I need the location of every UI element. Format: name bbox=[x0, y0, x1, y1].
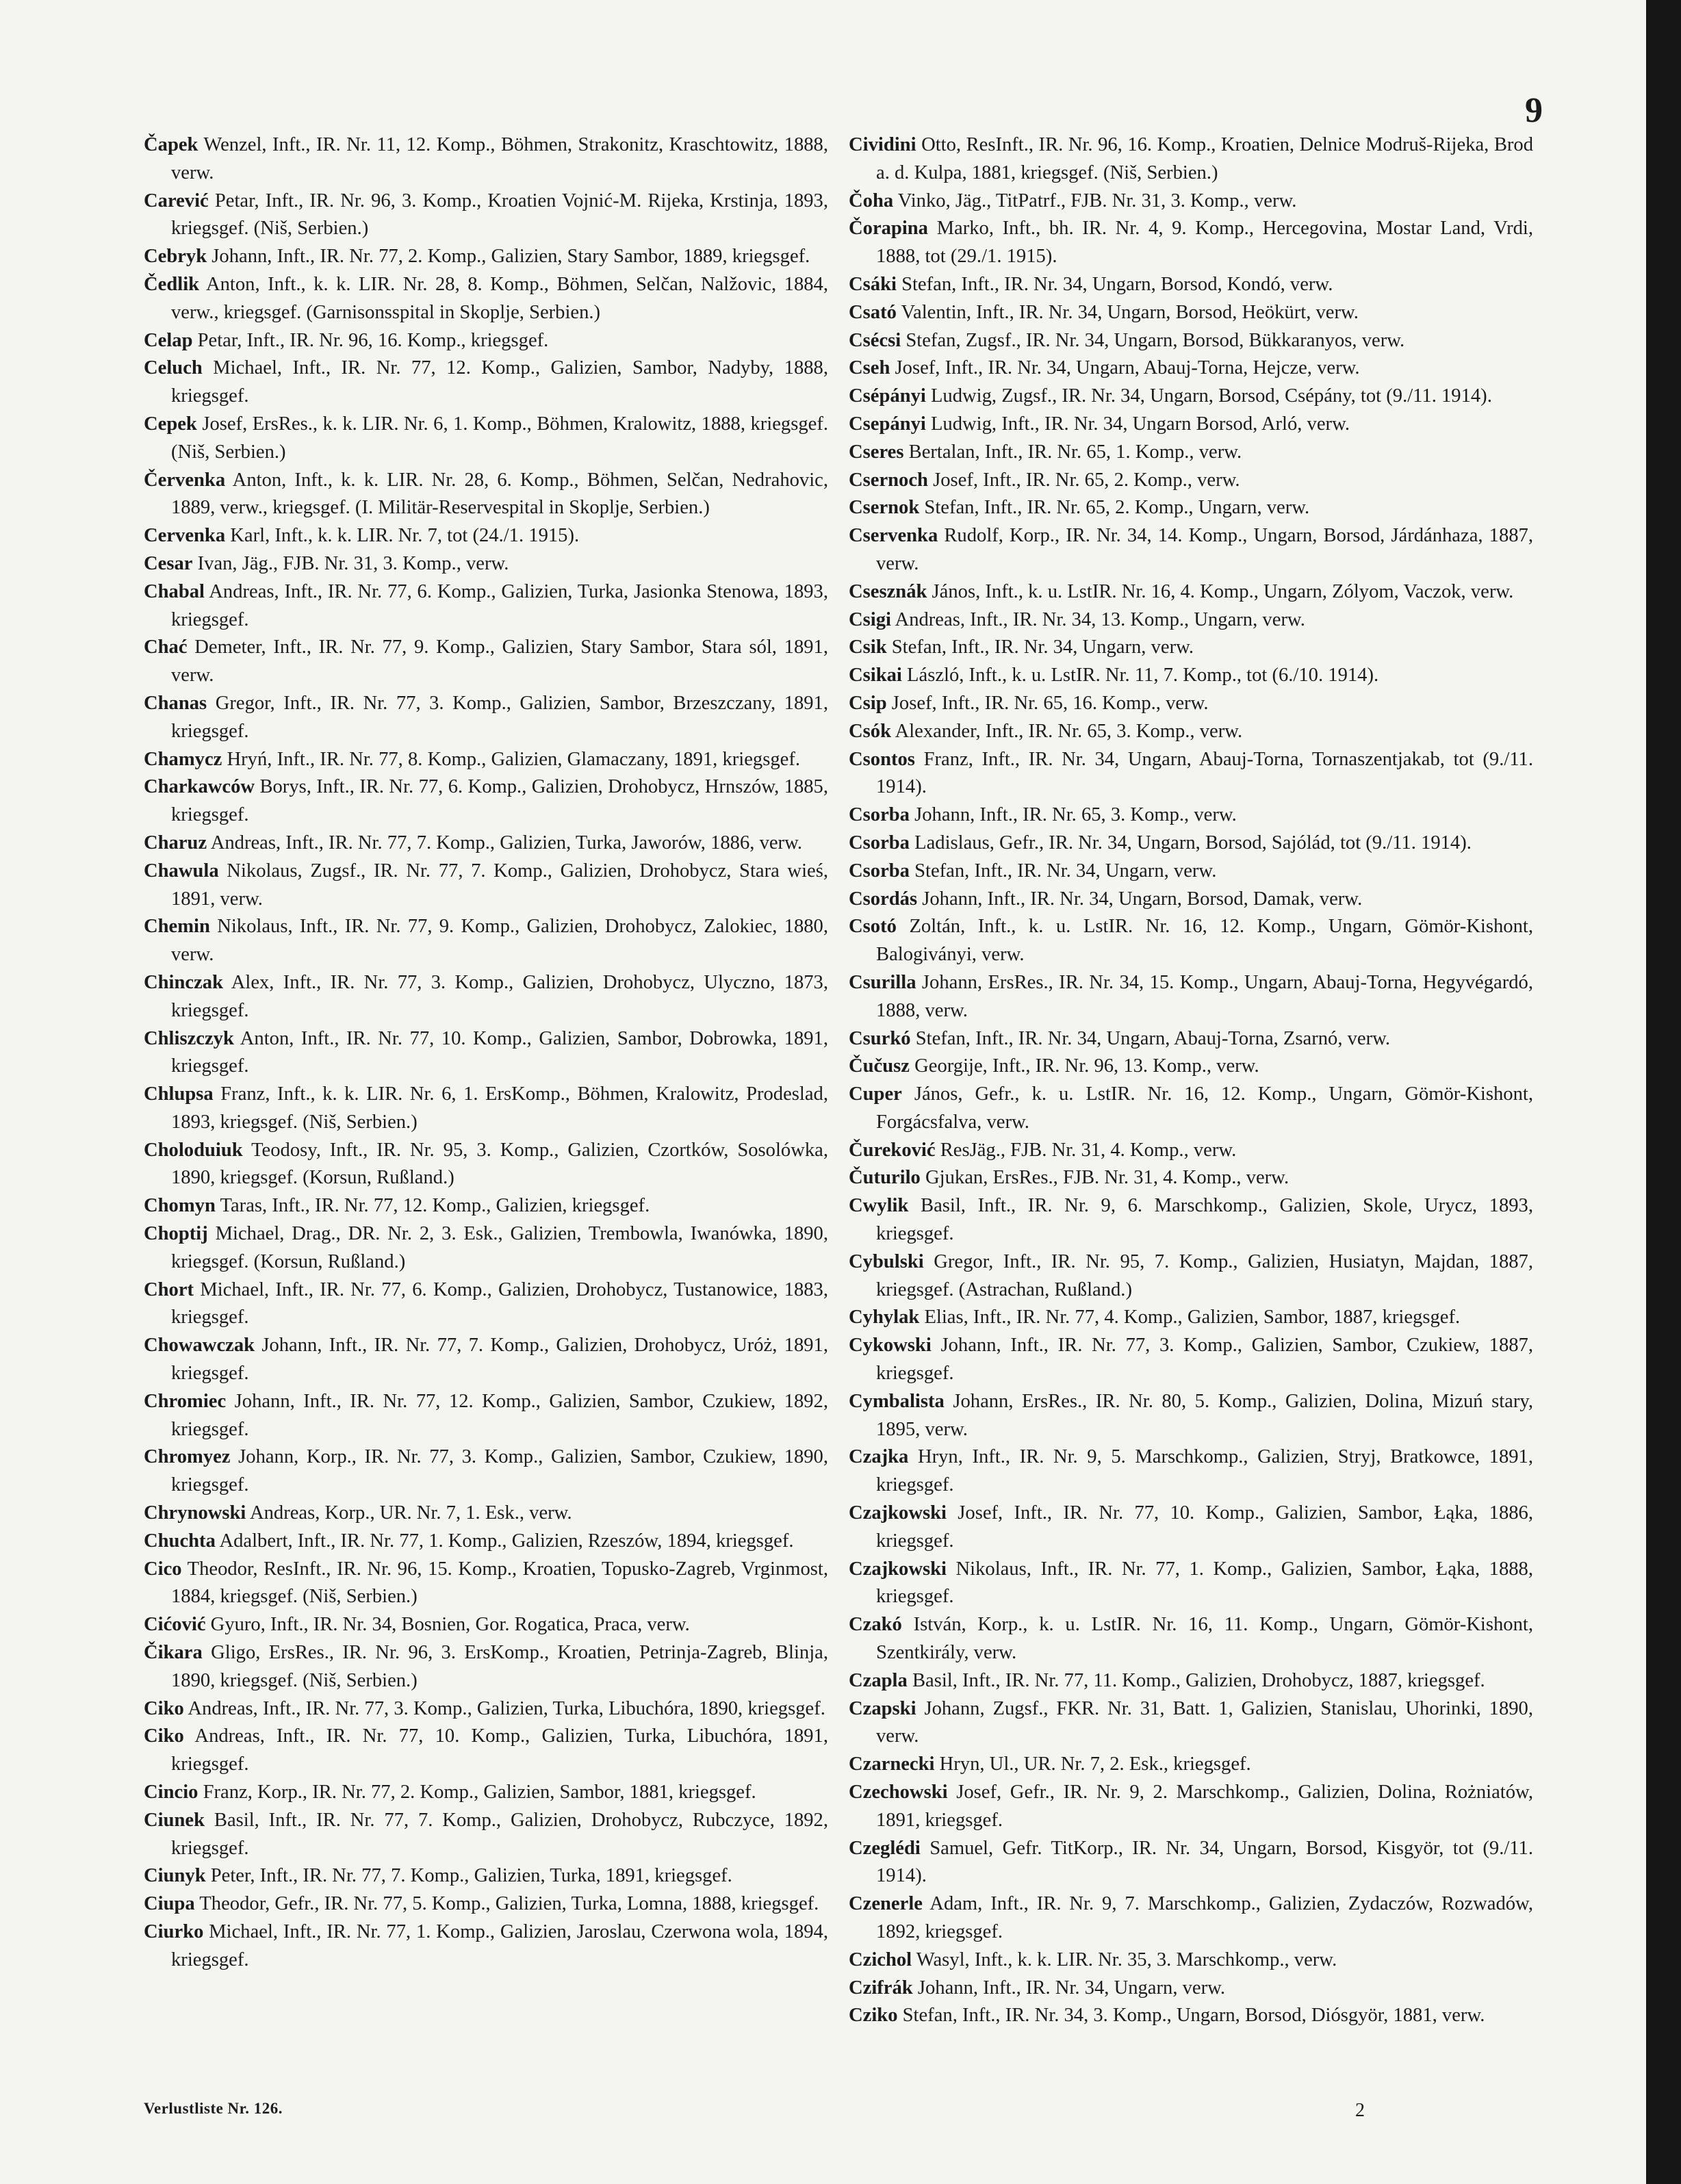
list-entry bbox=[849, 439, 1533, 467]
list-entry bbox=[144, 1220, 828, 1276]
entry-details: Stefan, Inft., IR. Nr. 34, Ungarn, verw. bbox=[891, 637, 1194, 658]
list-entry bbox=[144, 131, 828, 188]
entry-surname: Csernoch bbox=[849, 469, 928, 491]
list-entry bbox=[849, 1025, 1533, 1053]
list-entry bbox=[849, 1137, 1533, 1165]
entry-surname: Czapla bbox=[849, 1669, 908, 1691]
entry-details: Josef, Inft., IR. Nr. 65, 16. Komp., verw. bbox=[891, 692, 1209, 714]
list-entry bbox=[849, 690, 1533, 718]
list-entry bbox=[144, 188, 828, 244]
entry-surname: Csigi bbox=[849, 608, 891, 630]
entry-surname: Cservenka bbox=[849, 525, 938, 547]
entry-surname: Ciupa bbox=[144, 1893, 195, 1915]
entry-details: Ivan, Jäg., FJB. Nr. 31, 3. Komp., verw. bbox=[197, 552, 509, 574]
entry-details: Johann, Inft., IR. Nr. 77, 3. Komp., Galizien, Sambor, Czukiew, 1887, kriegsgef. bbox=[876, 1335, 1533, 1385]
list-entry bbox=[849, 578, 1533, 606]
list-entry bbox=[849, 355, 1533, 383]
entry-details: Anton, Inft., k. k. LIR. Nr. 28, 6. Komp., Böhmen, Selčan, Nedrahovic, 1889, verw., kriegsgef. (I. Militär-Reservespital in Skoplje, Serbien.) bbox=[171, 469, 828, 519]
entry-details: Michael, Drag., DR. Nr. 2, 3. Esk., Galizien, Trembowla, Iwanówka, 1890, kriegsgef. (Korsun, Rußland.) bbox=[171, 1223, 828, 1272]
entry-surname: Cebryk bbox=[144, 246, 207, 268]
entry-surname: Csik bbox=[849, 637, 887, 658]
entry-details: Franz, Korp., IR. Nr. 77, 2. Komp., Galizien, Sambor, 1881, kriegsgef. bbox=[203, 1782, 756, 1803]
entry-details: Johann, ErsRes., IR. Nr. 80, 5. Komp., Galizien, Dolina, Mizuń stary, 1895, verw. bbox=[876, 1390, 1533, 1440]
entry-surname: Cseh bbox=[849, 357, 890, 379]
list-entry bbox=[849, 1975, 1533, 2003]
entry-details: Stefan, Inft., IR. Nr. 65, 2. Komp., Ungarn, verw. bbox=[924, 497, 1310, 519]
entry-surname: Csepányi bbox=[849, 413, 926, 435]
entry-details: Andreas, Inft., IR. Nr. 34, 13. Komp., Ungarn, verw. bbox=[895, 608, 1305, 630]
entry-details: Petar, Inft., IR. Nr. 96, 3. Komp., Kroatien Vojnić-M. Rijeka, Krstinja, 1893, kriegsgef. (Niš, Serbien.) bbox=[171, 190, 828, 240]
entry-surname: Chomyn bbox=[144, 1195, 216, 1217]
entry-surname: Chlupsa bbox=[144, 1083, 214, 1105]
entry-surname: Czifrák bbox=[849, 1977, 913, 1999]
list-entry bbox=[144, 1528, 828, 1556]
list-entry bbox=[144, 1695, 828, 1723]
entry-surname: Čoha bbox=[849, 190, 894, 211]
list-entry bbox=[849, 522, 1533, 578]
entry-details: Bertalan, Inft., IR. Nr. 65, 1. Komp., verw. bbox=[908, 441, 1242, 463]
list-entry bbox=[849, 1947, 1533, 1975]
list-entry bbox=[144, 1332, 828, 1388]
entry-surname: Cepek bbox=[144, 413, 197, 435]
entry-surname: Czenerle bbox=[849, 1893, 923, 1915]
list-entry bbox=[849, 1248, 1533, 1305]
entry-surname: Charuz bbox=[144, 832, 207, 853]
list-entry bbox=[849, 969, 1533, 1025]
entry-details: Andreas, Inft., IR. Nr. 77, 7. Komp., Galizien, Turka, Jaworów, 1886, verw. bbox=[210, 832, 803, 853]
entry-surname: Czechowski bbox=[849, 1782, 948, 1803]
list-entry bbox=[849, 1192, 1533, 1248]
list-entry bbox=[849, 188, 1533, 216]
entry-surname: Csorba bbox=[849, 860, 910, 882]
entry-surname: Ciko bbox=[144, 1725, 184, 1747]
list-entry bbox=[849, 1304, 1533, 1332]
list-entry bbox=[849, 494, 1533, 522]
entry-surname: Ciurko bbox=[144, 1921, 204, 1942]
list-entry bbox=[849, 1443, 1533, 1500]
entry-surname: Cuper bbox=[849, 1083, 902, 1105]
entry-surname: Csorba bbox=[849, 804, 910, 826]
entry-surname: Celap bbox=[144, 329, 193, 351]
entry-surname: Csesznák bbox=[849, 580, 927, 602]
entry-details: Alexander, Inft., IR. Nr. 65, 3. Komp., verw. bbox=[895, 720, 1243, 742]
list-entry bbox=[144, 1862, 828, 1890]
entry-surname: Cividini bbox=[849, 134, 916, 155]
entry-details: Franz, Inft., k. k. LIR. Nr. 6, 1. ErsKomp., Böhmen, Kralowitz, Prodeslad, 1893, kriegsgef. (Niš, Serbien.) bbox=[171, 1083, 828, 1133]
entry-details: Johann, Inft., IR. Nr. 77, 7. Komp., Galizien, Drohobycz, Uróż, 1891, kriegsgef. bbox=[171, 1335, 828, 1385]
list-entry bbox=[144, 271, 828, 327]
entry-details: Vinko, Jäg., TitPatrf., FJB. Nr. 31, 3. Komp., verw. bbox=[897, 190, 1297, 211]
entry-surname: Cwylik bbox=[849, 1195, 909, 1217]
list-entry bbox=[144, 690, 828, 746]
entry-details: Hryń, Inft., IR. Nr. 77, 8. Komp., Galizien, Glamaczany, 1891, kriegsgef. bbox=[227, 748, 800, 770]
entry-surname: Czapski bbox=[849, 1697, 916, 1719]
entry-surname: Cico bbox=[144, 1558, 182, 1580]
entry-details: Anton, Inft., k. k. LIR. Nr. 28, 8. Komp., Böhmen, Selčan, Nalžovic, 1884, verw., kriegsgef. (Garnisonsspital in Skoplje, Serbien.) bbox=[171, 273, 828, 323]
list-entry bbox=[144, 243, 828, 271]
list-entry bbox=[144, 1807, 828, 1863]
entry-surname: Czakó bbox=[849, 1614, 902, 1636]
list-entry bbox=[849, 1556, 1533, 1612]
entry-surname: Čučusz bbox=[849, 1055, 910, 1077]
list-entry bbox=[849, 1667, 1533, 1695]
entry-surname: Chromyez bbox=[144, 1446, 231, 1468]
left-column bbox=[144, 131, 828, 1975]
list-entry bbox=[144, 411, 828, 467]
entry-surname: Chowawczak bbox=[144, 1335, 255, 1357]
entry-details: Michael, Inft., IR. Nr. 77, 1. Komp., Galizien, Jaroslau, Czerwona wola, 1894, kriegsgef. bbox=[171, 1921, 828, 1970]
entry-details: István, Korp., k. u. LstIR. Nr. 16, 11. Komp., Ungarn, Gömör-Kishont, Szentkirály, verw. bbox=[876, 1614, 1533, 1664]
list-entry bbox=[144, 467, 828, 523]
list-entry bbox=[849, 858, 1533, 886]
entry-details: Valentin, Inft., IR. Nr. 34, Ungarn, Borsod, Heökürt, verw. bbox=[901, 301, 1359, 323]
list-entry bbox=[144, 1443, 828, 1500]
entry-details: Nikolaus, Inft., IR. Nr. 77, 9. Komp., Galizien, Drohobycz, Zalokiec, 1880, verw. bbox=[171, 916, 828, 966]
entry-surname: Czajkowski bbox=[849, 1502, 947, 1524]
entry-details: Hryn, Inft., IR. Nr. 9, 5. Marschkomp., Galizien, Stryj, Bratkowce, 1891, kriegsgef. bbox=[876, 1446, 1533, 1496]
entry-surname: Choptij bbox=[144, 1223, 208, 1245]
entry-details: Zoltán, Inft., k. u. LstIR. Nr. 16, 12. Komp., Ungarn, Gömör-Kishont, Balogiványi, verw. bbox=[876, 916, 1533, 966]
entry-surname: Chort bbox=[144, 1279, 194, 1300]
entry-details: László, Inft., k. u. LstIR. Nr. 11, 7. Komp., tot (6./10. 1914). bbox=[907, 665, 1379, 686]
entry-details: Wenzel, Inft., IR. Nr. 11, 12. Komp., Böhmen, Strakonitz, Kraschtowitz, 1888, verw. bbox=[171, 134, 828, 183]
list-entry bbox=[849, 913, 1533, 969]
entry-surname: Cykowski bbox=[849, 1335, 932, 1357]
entry-details: Otto, ResInft., IR. Nr. 96, 16. Komp., Kroatien, Delnice Modruš-Rijeka, Brod a. d. Kulpa, 1881, kriegsgef. (Niš, Serbien.) bbox=[876, 134, 1534, 183]
entry-details: Wasyl, Inft., k. k. LIR. Nr. 35, 3. Marschkomp., verw. bbox=[916, 1949, 1337, 1970]
entry-details: Josef, Inft., IR. Nr. 77, 10. Komp., Galizien, Sambor, Łąka, 1886, kriegsgef. bbox=[876, 1502, 1533, 1552]
list-entry bbox=[849, 1164, 1533, 1192]
list-entry bbox=[849, 1332, 1533, 1388]
list-entry bbox=[849, 215, 1533, 271]
list-entry bbox=[849, 634, 1533, 662]
entry-surname: Chinczak bbox=[144, 971, 223, 993]
entry-details: Nikolaus, Zugsf., IR. Nr. 77, 7. Komp., Galizien, Drohobycz, Stara wieś, 1891, verw. bbox=[171, 860, 828, 910]
entry-surname: Ciko bbox=[144, 1697, 184, 1719]
entry-details: Ludwig, Inft., IR. Nr. 34, Ungarn Borsod, Arló, verw. bbox=[930, 413, 1350, 435]
list-entry bbox=[144, 1723, 828, 1779]
list-entry bbox=[849, 467, 1533, 495]
entry-surname: Cyhylak bbox=[849, 1307, 920, 1328]
entry-details: Ludwig, Zugsf., IR. Nr. 34, Ungarn, Borsod, Csépány, tot (9./11. 1914). bbox=[930, 385, 1492, 407]
list-entry bbox=[144, 550, 828, 578]
list-entry bbox=[144, 1890, 828, 1918]
entry-details: Alex, Inft., IR. Nr. 77, 3. Komp., Galizien, Drohobycz, Ulyczno, 1873, kriegsgef. bbox=[171, 971, 828, 1021]
list-entry bbox=[144, 578, 828, 634]
entry-surname: Chrynowski bbox=[144, 1502, 246, 1524]
entry-details: Stefan, Inft., IR. Nr. 34, Ungarn, verw. bbox=[914, 860, 1217, 882]
entry-details: Karl, Inft., k. k. LIR. Nr. 7, tot (24./1. 1915). bbox=[230, 525, 580, 547]
entry-details: Johann, Inft., IR. Nr. 34, Ungarn, Borsod, Damak, verw. bbox=[922, 888, 1363, 910]
entry-details: Johann, ErsRes., IR. Nr. 34, 15. Komp., Ungarn, Abauj-Torna, Hegyvégardó, 1888, verw. bbox=[876, 971, 1533, 1021]
entry-surname: Choloduiuk bbox=[144, 1139, 243, 1161]
entry-surname: Cesar bbox=[144, 552, 193, 574]
list-entry bbox=[144, 327, 828, 355]
entry-details: Elias, Inft., IR. Nr. 77, 4. Komp., Galizien, Sambor, 1887, kriegsgef. bbox=[924, 1307, 1461, 1328]
entry-details: Andreas, Inft., IR. Nr. 77, 3. Komp., Galizien, Turka, Libuchóra, 1890, kriegsgef. bbox=[188, 1697, 825, 1719]
list-entry bbox=[144, 830, 828, 858]
footer-list-label: Verlustliste Nr. 126. bbox=[144, 2100, 283, 2117]
entry-details: Gyuro, Inft., IR. Nr. 34, Bosnien, Gor. Rogatica, Praca, verw. bbox=[210, 1614, 690, 1636]
footer-signature-mark: 2 bbox=[1355, 2100, 1365, 2121]
list-entry bbox=[849, 1695, 1533, 1751]
entry-details: Gregor, Inft., IR. Nr. 77, 3. Komp., Galizien, Sambor, Brzeszczany, 1891, kriegsgef. bbox=[171, 692, 829, 742]
entry-details: Gjukan, ErsRes., FJB. Nr. 31, 4. Komp., verw. bbox=[925, 1167, 1289, 1189]
list-entry bbox=[849, 718, 1533, 746]
entry-surname: Czajka bbox=[849, 1446, 909, 1468]
entry-surname: Chliszczyk bbox=[144, 1027, 234, 1049]
entry-details: Theodor, Gefr., IR. Nr. 77, 5. Komp., Galizien, Turka, Lomna, 1888, kriegsgef. bbox=[199, 1893, 819, 1915]
list-entry bbox=[144, 1025, 828, 1081]
entry-details: Borys, Inft., IR. Nr. 77, 6. Komp., Galizien, Drohobycz, Hrnszów, 1885, kriegsgef. bbox=[171, 776, 828, 826]
entry-details: Franz, Inft., IR. Nr. 34, Ungarn, Abauj-Torna, Tornaszentjakab, tot (9./11. 1914). bbox=[876, 748, 1533, 798]
list-entry bbox=[144, 969, 828, 1025]
entry-details: Josef, Inft., IR. Nr. 34, Ungarn, Abauj-Torna, Hejcze, verw. bbox=[895, 357, 1360, 379]
entry-surname: Csurkó bbox=[849, 1027, 911, 1049]
entry-details: Johann, Zugsf., FKR. Nr. 31, Batt. 1, Galizien, Stanislau, Uhorinki, 1890, verw. bbox=[876, 1697, 1533, 1747]
list-entry bbox=[849, 1890, 1533, 1947]
list-entry bbox=[849, 801, 1533, 830]
entry-details: Andreas, Korp., UR. Nr. 7, 1. Esk., verw. bbox=[249, 1502, 572, 1524]
entry-details: Gligo, ErsRes., IR. Nr. 96, 3. ErsKomp., Kroatien, Petrinja-Zagreb, Blinja, 1890, kriegsgef. (Niš, Serbien.) bbox=[171, 1642, 828, 1691]
entry-details: Gregor, Inft., IR. Nr. 95, 7. Komp., Galizien, Husiatyn, Majdan, 1887, kriegsgef. (Astrachan, Rußland.) bbox=[876, 1250, 1533, 1300]
list-entry bbox=[144, 1556, 828, 1612]
list-entry bbox=[849, 131, 1533, 188]
list-entry bbox=[849, 662, 1533, 690]
entry-details: Ladislaus, Gefr., IR. Nr. 34, Ungarn, Borsod, Sajólád, tot (9./11. 1914). bbox=[914, 832, 1472, 853]
list-entry bbox=[144, 1276, 828, 1333]
entry-surname: Ciunyk bbox=[144, 1865, 206, 1887]
list-entry bbox=[849, 271, 1533, 299]
entry-surname: Czichol bbox=[849, 1949, 912, 1970]
entry-details: Michael, Inft., IR. Nr. 77, 6. Komp., Galizien, Drohobycz, Tustanowice, 1883, kriegsgef. bbox=[171, 1279, 828, 1328]
entry-surname: Csontos bbox=[849, 748, 915, 770]
entry-surname: Csató bbox=[849, 301, 897, 323]
entry-surname: Csécsi bbox=[849, 329, 901, 351]
list-entry bbox=[849, 1081, 1533, 1137]
entry-surname: Cincio bbox=[144, 1782, 198, 1803]
entry-details: János, Inft., k. u. LstIR. Nr. 16, 4. Komp., Ungarn, Zólyom, Vaczok, verw. bbox=[932, 580, 1514, 602]
entry-details: Adalbert, Inft., IR. Nr. 77, 1. Komp., Galizien, Rzeszów, 1894, kriegsgef. bbox=[219, 1530, 794, 1552]
list-entry bbox=[144, 355, 828, 411]
entry-details: Peter, Inft., IR. Nr. 77, 7. Komp., Galizien, Turka, 1891, kriegsgef. bbox=[210, 1865, 732, 1887]
entry-surname: Chanas bbox=[144, 692, 207, 714]
entry-details: Josef, Gefr., IR. Nr. 9, 2. Marschkomp., Galizien, Dolina, Rożniatów, 1891, kriegsgef. bbox=[876, 1782, 1533, 1831]
list-entry bbox=[849, 1611, 1533, 1667]
entry-details: Demeter, Inft., IR. Nr. 77, 9. Komp., Galizien, Stary Sambor, Stara sól, 1891, verw. bbox=[171, 637, 828, 686]
list-entry bbox=[144, 773, 828, 830]
entry-surname: Čedlik bbox=[144, 273, 200, 295]
entry-surname: Chemin bbox=[144, 916, 210, 938]
list-entry bbox=[144, 1192, 828, 1220]
entry-details: Marko, Inft., bh. IR. Nr. 4, 9. Komp., Hercegovina, Mostar Land, Vrdi, 1888, tot (29./1. 1915). bbox=[876, 218, 1533, 268]
entry-details: Johann, Inft., IR. Nr. 65, 3. Komp., verw. bbox=[914, 804, 1237, 826]
entry-details: Rudolf, Korp., IR. Nr. 34, 14. Komp., Ungarn, Borsod, Járdánhaza, 1887, verw. bbox=[876, 525, 1533, 574]
entry-surname: Csip bbox=[849, 692, 887, 714]
right-column bbox=[849, 131, 1533, 2030]
entry-surname: Chromiec bbox=[144, 1390, 227, 1412]
entry-surname: Červenka bbox=[144, 469, 226, 491]
entry-details: Nikolaus, Inft., IR. Nr. 77, 1. Komp., Galizien, Sambor, Łąka, 1888, kriegsgef. bbox=[876, 1558, 1533, 1608]
entry-details: Taras, Inft., IR. Nr. 77, 12. Komp., Galizien, kriegsgef. bbox=[220, 1195, 650, 1217]
entry-details: Teodosy, Inft., IR. Nr. 95, 3. Komp., Galizien, Czortków, Sosolówka, 1890, kriegsgef. (Korsun, Rußland.) bbox=[171, 1139, 828, 1189]
list-entry bbox=[849, 299, 1533, 327]
list-entry bbox=[849, 1053, 1533, 1081]
list-entry bbox=[849, 830, 1533, 858]
entry-details: Stefan, Inft., IR. Nr. 34, Ungarn, Abauj-Torna, Zsarnó, verw. bbox=[915, 1027, 1391, 1049]
entry-surname: Csurilla bbox=[849, 971, 916, 993]
list-entry bbox=[849, 1388, 1533, 1444]
entry-details: Georgije, Inft., IR. Nr. 96, 13. Komp., verw. bbox=[914, 1055, 1259, 1077]
list-entry bbox=[849, 886, 1533, 914]
list-entry bbox=[144, 1639, 828, 1695]
page-number: 9 bbox=[1525, 91, 1543, 130]
list-entry bbox=[144, 913, 828, 969]
entry-surname: Celuch bbox=[144, 357, 203, 379]
entry-details: Michael, Inft., IR. Nr. 77, 12. Komp., Galizien, Sambor, Nadyby, 1888, kriegsgef. bbox=[171, 357, 828, 407]
entry-details: Johann, Inft., IR. Nr. 34, Ungarn, verw. bbox=[917, 1977, 1226, 1999]
entry-details: Johann, Inft., IR. Nr. 77, 12. Komp., Galizien, Sambor, Czukiew, 1892, kriegsgef. bbox=[171, 1390, 828, 1440]
entry-surname: Csáki bbox=[849, 273, 897, 295]
list-entry bbox=[144, 1779, 828, 1807]
entry-details: Johann, Korp., IR. Nr. 77, 3. Komp., Galizien, Sambor, Czukiew, 1890, kriegsgef. bbox=[171, 1446, 828, 1496]
entry-surname: Czeglédi bbox=[849, 1837, 921, 1859]
entry-surname: Ciunek bbox=[144, 1809, 205, 1831]
entry-surname: Cseres bbox=[849, 441, 904, 463]
list-entry bbox=[144, 858, 828, 914]
entry-surname: Csorba bbox=[849, 832, 910, 853]
list-entry bbox=[144, 1500, 828, 1528]
entry-surname: Chuchta bbox=[144, 1530, 216, 1552]
entry-surname: Chabal bbox=[144, 580, 205, 602]
entry-surname: Czarnecki bbox=[849, 1753, 935, 1775]
entry-surname: Csikai bbox=[849, 665, 902, 686]
entry-surname: Čikara bbox=[144, 1642, 203, 1664]
entry-details: Adam, Inft., IR. Nr. 9, 7. Marschkomp., Galizien, Zydaczów, Rozwadów, 1892, kriegsgef. bbox=[876, 1893, 1533, 1942]
entry-details: Petar, Inft., IR. Nr. 96, 16. Komp., kriegsgef. bbox=[197, 329, 549, 351]
entry-surname: Cićović bbox=[144, 1614, 206, 1636]
entry-surname: Charkawców bbox=[144, 776, 255, 798]
list-entry bbox=[144, 746, 828, 774]
entry-surname: Cervenka bbox=[144, 525, 226, 547]
list-entry bbox=[849, 2002, 1533, 2030]
list-entry bbox=[144, 522, 828, 550]
entry-details: Josef, ErsRes., k. k. LIR. Nr. 6, 1. Komp., Böhmen, Kralowitz, 1888, kriegsgef. (Niš, Serbien.) bbox=[171, 413, 828, 463]
entry-surname: Cybulski bbox=[849, 1250, 924, 1272]
entry-details: János, Gefr., k. u. LstIR. Nr. 16, 12. Komp., Ungarn, Gömör-Kishont, Forgácsfalva, verw. bbox=[876, 1083, 1533, 1133]
list-entry bbox=[849, 1500, 1533, 1556]
entry-surname: Chamycz bbox=[144, 748, 222, 770]
entry-details: ResJäg., FJB. Nr. 31, 4. Komp., verw. bbox=[940, 1139, 1237, 1161]
list-entry bbox=[144, 1081, 828, 1137]
list-entry bbox=[144, 1918, 828, 1975]
entry-details: Josef, Inft., IR. Nr. 65, 2. Komp., verw. bbox=[933, 469, 1240, 491]
entry-details: Samuel, Gefr. TitKorp., IR. Nr. 34, Ungarn, Borsod, Kisgyör, tot (9./11. 1914). bbox=[876, 1837, 1533, 1887]
entry-details: Basil, Inft., IR. Nr. 9, 6. Marschkomp., Galizien, Skole, Urycz, 1893, kriegsgef. bbox=[876, 1195, 1533, 1245]
entry-surname: Carević bbox=[144, 190, 209, 211]
entry-details: Theodor, ResInft., IR. Nr. 96, 15. Komp., Kroatien, Topusko-Zagreb, Vrginmost, 1884, kriegsgef. (Niš, Serbien.) bbox=[171, 1558, 828, 1608]
entry-details: Hryn, Ul., UR. Nr. 7, 2. Esk., kriegsgef. bbox=[939, 1753, 1251, 1775]
entry-details: Stefan, Inft., IR. Nr. 34, 3. Komp., Ungarn, Borsod, Diósgyör, 1881, verw. bbox=[902, 2005, 1485, 2027]
list-entry bbox=[849, 1779, 1533, 1835]
list-entry bbox=[849, 1835, 1533, 1891]
entry-surname: Csépányi bbox=[849, 385, 926, 407]
entry-details: Andreas, Inft., IR. Nr. 77, 6. Komp., Galizien, Turka, Jasionka Stenowa, 1893, kriegsgef. bbox=[171, 580, 829, 630]
entry-details: Johann, Inft., IR. Nr. 77, 2. Komp., Galizien, Stary Sambor, 1889, kriegsgef. bbox=[211, 246, 810, 268]
entry-details: Anton, Inft., IR. Nr. 77, 10. Komp., Galizien, Sambor, Dobrowka, 1891, kriegsgef. bbox=[171, 1027, 828, 1077]
list-entry bbox=[849, 606, 1533, 634]
list-entry bbox=[849, 327, 1533, 355]
entry-surname: Čureković bbox=[849, 1139, 936, 1161]
entry-surname: Cziko bbox=[849, 2005, 898, 2027]
list-entry bbox=[849, 746, 1533, 802]
entry-details: Basil, Inft., IR. Nr. 77, 11. Komp., Galizien, Drohobycz, 1887, kriegsgef. bbox=[912, 1669, 1485, 1691]
list-entry bbox=[849, 411, 1533, 439]
entry-details: Stefan, Inft., IR. Nr. 34, Ungarn, Borsod, Kondó, verw. bbox=[901, 273, 1333, 295]
list-entry bbox=[144, 634, 828, 690]
entry-surname: Chawula bbox=[144, 860, 219, 882]
list-entry bbox=[144, 1388, 828, 1444]
list-entry bbox=[849, 383, 1533, 411]
entry-surname: Cymbalista bbox=[849, 1390, 945, 1412]
entry-surname: Csernok bbox=[849, 497, 920, 519]
list-entry bbox=[849, 1751, 1533, 1779]
entry-surname: Csordás bbox=[849, 888, 918, 910]
entry-details: Andreas, Inft., IR. Nr. 77, 10. Komp., Galizien, Turka, Libuchóra, 1891, kriegsgef. bbox=[171, 1725, 828, 1775]
entry-surname: Čapek bbox=[144, 134, 198, 155]
entry-surname: Čorapina bbox=[849, 218, 928, 240]
list-entry bbox=[144, 1611, 828, 1639]
entry-surname: Chać bbox=[144, 637, 188, 658]
entry-surname: Czajkowski bbox=[849, 1558, 947, 1580]
entry-surname: Csotó bbox=[849, 916, 897, 938]
entry-surname: Čuturilo bbox=[849, 1167, 921, 1189]
entry-details: Stefan, Zugsf., IR. Nr. 34, Ungarn, Borsod, Bükkaranyos, verw. bbox=[906, 329, 1405, 351]
entry-details: Basil, Inft., IR. Nr. 77, 7. Komp., Galizien, Drohobycz, Rubczyce, 1892, kriegsgef. bbox=[171, 1809, 828, 1859]
entry-surname: Csók bbox=[849, 720, 891, 742]
list-entry bbox=[144, 1137, 828, 1193]
